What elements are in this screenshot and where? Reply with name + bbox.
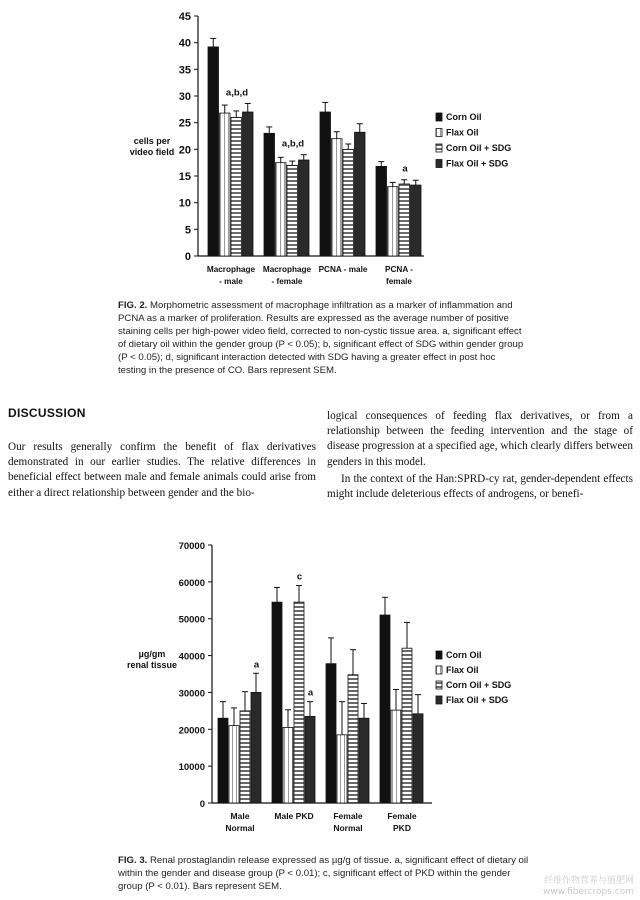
bar [231, 117, 242, 256]
figure-2-caption-label: FIG. 2. [118, 300, 148, 311]
legend-label: Flax Oil + SDG [446, 695, 509, 705]
annotation-label: a [253, 659, 260, 671]
category-label-line-1: PCNA - male [318, 265, 368, 274]
category-label-line-1: Macrophage [206, 265, 256, 274]
legend-swatch [436, 651, 442, 659]
annotation-label: c [296, 571, 303, 583]
y-tick-label: 50000 [178, 614, 205, 626]
bar [413, 714, 423, 803]
bar [305, 716, 315, 803]
figure-2-chart [0, 0, 640, 290]
figure-2-caption [118, 299, 526, 377]
legend-swatch [436, 696, 442, 704]
annotation-label: a,b,d [225, 87, 249, 99]
y-axis-label-line-2: video field [129, 147, 175, 157]
bar [337, 735, 347, 803]
bar [283, 727, 293, 803]
y-tick-label: 70000 [178, 541, 205, 552]
y-tick-label: 60000 [178, 577, 205, 589]
discussion-heading: DISCUSSION [8, 406, 86, 420]
category-label-line-2: Normal [333, 823, 363, 833]
legend-swatch [436, 113, 442, 121]
bar [332, 139, 343, 256]
category-label-line-1: Male PKD [274, 811, 314, 821]
bar [388, 187, 399, 256]
y-tick-label: 45 [178, 11, 191, 23]
bar [326, 664, 336, 803]
bar [240, 711, 250, 803]
bar [294, 602, 304, 803]
bar [276, 163, 287, 256]
bar [402, 648, 412, 803]
category-label-line-2: - male [219, 277, 243, 286]
legend-label: Flax Oil + SDG [446, 158, 509, 169]
bar [380, 615, 390, 803]
bar [251, 692, 261, 803]
bar [272, 602, 282, 803]
bar [376, 166, 387, 256]
bar [359, 718, 369, 803]
y-tick-label: 10 [178, 197, 191, 210]
bar [243, 112, 254, 256]
bar [343, 149, 354, 256]
bar [391, 710, 401, 803]
bar [264, 133, 275, 256]
figure-3-chart [0, 530, 640, 850]
bar [220, 113, 231, 256]
legend-label: Corn Oil [446, 650, 482, 660]
legend-swatch [436, 129, 442, 137]
legend-label: Flax Oil [446, 127, 479, 138]
legend-swatch [436, 666, 442, 674]
category-label-line-2: Normal [225, 823, 255, 833]
bar [218, 718, 228, 803]
legend-swatch [436, 144, 442, 152]
bar [208, 47, 219, 256]
y-tick-label: 30000 [178, 688, 205, 700]
y-tick-label: 25 [178, 117, 191, 130]
y-axis-label-line-2: renal tissue [126, 660, 178, 670]
legend-swatch [436, 681, 442, 689]
annotation-label: a [307, 687, 314, 699]
figure-2-caption-text: Morphometric assessment of macrophage infiltration as a marker of inflammation and PCNA as a marker of proliferation. Results are expressed as the average number of positive staining cells per high-power video field, corrected to non-cystic tissue area. a, significant effect of dietary oil within the gender group (P < 0.05); b, significant effect of SDG within gender group (P < 0.05); d, significant interaction detected with SDG having a greater effect in post hoc testing in the presence of CO. Bars represent SEM. [118, 300, 524, 376]
figure-3-caption-label: FIG. 3. [118, 855, 148, 866]
y-tick-label: 0 [184, 251, 191, 263]
discussion-left-column [8, 440, 316, 501]
figure-3-caption [118, 854, 530, 893]
legend-label: Corn Oil [446, 112, 482, 122]
y-axis-label-line-1: µg/gm [138, 649, 166, 659]
legend-swatch [436, 160, 442, 168]
watermark-line-1: 纤维作物营养与施肥网 [543, 876, 634, 886]
y-tick-label: 30 [178, 91, 191, 103]
legend-label: Corn Oil + SDG [446, 680, 512, 690]
y-tick-label: 20000 [178, 725, 205, 737]
legend-label: Corn Oil + SDG [446, 143, 512, 153]
legend-label: Flax Oil [446, 665, 479, 675]
bar [320, 112, 331, 256]
bar [348, 675, 358, 803]
bar [399, 184, 410, 256]
category-label-line-1: Female [387, 811, 417, 821]
annotation-label: a,b,d [281, 138, 305, 150]
y-tick-label: 20 [178, 144, 191, 157]
discussion-right-paragraph-2: In the context of the Han:SPRD-cy rat, gender-dependent effects might include deleterious effects of androgens, or benefi- [327, 472, 633, 501]
category-label-line-1: Female [333, 811, 363, 821]
y-tick-label: 40 [178, 37, 191, 50]
y-tick-label: 5 [184, 224, 191, 237]
y-tick-label: 35 [178, 64, 191, 77]
discussion-right-column [327, 409, 633, 502]
discussion-right-paragraph-1: logical consequences of feeding flax derivatives, or from a relationship between the feeding intervention and the stage of disease progression at a specified age, which clearly differs between genders in this model. [327, 410, 633, 468]
watermark-line-2: www.fibercrops.com [543, 887, 634, 897]
bar [299, 160, 310, 256]
category-label-line-2: PKD [393, 823, 411, 833]
category-label-line-1: Macrophage [262, 265, 312, 274]
discussion-left-paragraph: Our results generally confirm the benefit of flax derivatives demonstrated in our earlier studies. The relative differences in beneficial effect between male and female animals could arise from either a direct relationship between gender and the bio- [8, 441, 316, 499]
bar [411, 185, 422, 256]
y-axis-label-line-1: cells per [133, 136, 171, 146]
watermark [543, 876, 634, 898]
category-label-line-1: PCNA - [385, 265, 413, 274]
category-label-line-2: - female [271, 277, 303, 286]
bar [229, 726, 239, 803]
annotation-label: a [402, 163, 408, 175]
y-tick-label: 15 [178, 171, 191, 183]
bar [287, 165, 298, 256]
y-tick-label: 0 [199, 799, 205, 810]
y-tick-label: 10000 [178, 762, 205, 774]
figure-3-caption-text: Renal prostaglandin release expressed as µg/g of tissue. a, significant effect of dietary oil within the gender and disease group (P < 0.01); c, significant effect of PKD within the gender group (P < 0.01). Bars represent SEM. [118, 855, 529, 892]
category-label-line-1: Male [230, 811, 250, 821]
y-tick-label: 40000 [178, 651, 205, 663]
category-label-line-2: female [386, 277, 412, 286]
bar [355, 132, 366, 256]
